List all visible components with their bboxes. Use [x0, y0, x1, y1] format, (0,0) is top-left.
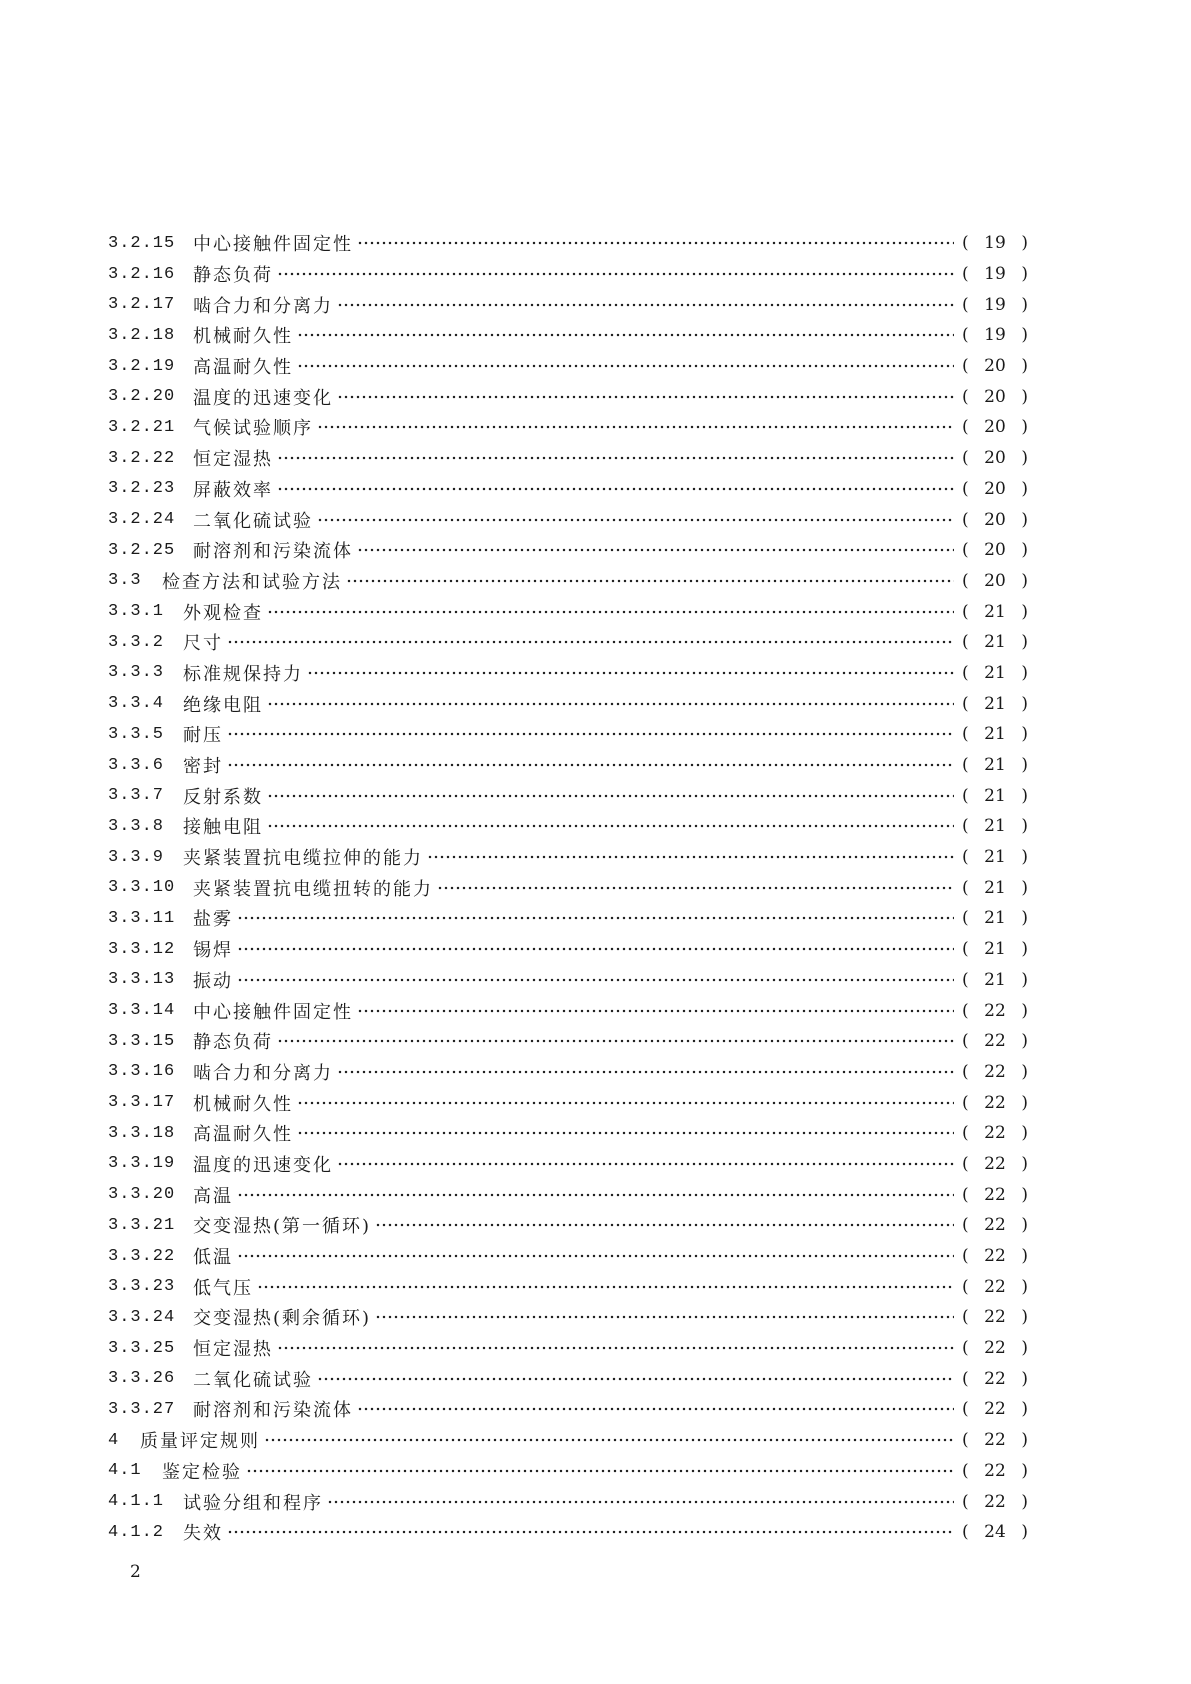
dot-leader [317, 425, 954, 429]
toc-entry[interactable] [108, 811, 1028, 842]
dot-leader [427, 855, 954, 859]
table-of-contents [108, 228, 1028, 1548]
toc-entry[interactable] [108, 289, 1028, 320]
toc-entry-number: 3.3.4 [108, 694, 165, 714]
toc-entry-page: ( 21 ) [962, 877, 1028, 898]
dot-leader [277, 272, 954, 276]
toc-entry-number: 3.3.9 [108, 847, 165, 867]
dot-leader [337, 303, 954, 307]
toc-entry[interactable] [108, 474, 1028, 505]
toc-entry-page: ( 21 ) [962, 693, 1028, 714]
toc-entry-number: 3.3.12 [108, 939, 176, 959]
dot-leader [375, 1315, 954, 1319]
toc-entry[interactable] [108, 903, 1028, 934]
toc-entry-page: ( 20 ) [962, 448, 1028, 469]
toc-entry-title: 机械耐久性 [193, 1093, 293, 1115]
dot-leader [277, 1346, 954, 1350]
toc-entry-page: ( 20 ) [962, 386, 1028, 407]
toc-entry-title: 锡焊 [193, 940, 233, 962]
toc-entry-title: 啮合力和分离力 [193, 1062, 333, 1084]
toc-entry-title: 恒定湿热 [193, 1339, 273, 1361]
dot-leader [227, 640, 954, 644]
toc-entry-number: 3.3.2 [108, 632, 165, 652]
toc-entry-number: 3.3.8 [108, 816, 165, 836]
toc-entry[interactable] [108, 1087, 1028, 1118]
toc-entry-number: 3.3.19 [108, 1154, 176, 1174]
dot-leader [246, 1469, 954, 1473]
toc-entry-number: 3.3.11 [108, 908, 176, 928]
page-number: 2 [130, 1562, 141, 1582]
dot-leader [267, 824, 954, 828]
toc-entry-title: 标准规保持力 [183, 663, 303, 685]
dot-leader [357, 1407, 954, 1411]
dot-leader [337, 1162, 954, 1166]
toc-entry-title: 高温 [193, 1185, 233, 1207]
toc-entry-number: 3.3.15 [108, 1031, 176, 1051]
toc-entry-page: ( 21 ) [962, 969, 1028, 990]
dot-leader [227, 763, 954, 767]
toc-entry-number: 3.3.23 [108, 1277, 176, 1297]
toc-entry-number: 3.3.17 [108, 1093, 176, 1113]
toc-entry-title: 接触电阻 [183, 817, 263, 839]
toc-entry[interactable] [108, 504, 1028, 535]
toc-entry-page: ( 19 ) [962, 233, 1028, 254]
toc-entry-page: ( 20 ) [962, 356, 1028, 377]
toc-entry-number: 4.1 [108, 1461, 142, 1481]
dot-leader [437, 886, 954, 890]
toc-entry-page: ( 22 ) [962, 1061, 1028, 1082]
dot-leader [237, 916, 954, 920]
dot-leader [227, 732, 954, 736]
toc-entry[interactable] [108, 627, 1028, 658]
dot-leader [297, 1101, 954, 1105]
toc-entry-title: 气候试验顺序 [193, 418, 313, 440]
toc-entry-page: ( 22 ) [962, 1000, 1028, 1021]
toc-entry-number: 3.3.22 [108, 1246, 176, 1266]
toc-entry-title: 恒定湿热 [193, 449, 273, 471]
toc-entry[interactable] [108, 995, 1028, 1026]
toc-entry-title: 盐雾 [193, 909, 233, 931]
dot-leader [257, 1285, 954, 1289]
toc-entry-number: 3.3.10 [108, 878, 176, 898]
toc-entry-page: ( 24 ) [962, 1522, 1028, 1543]
toc-entry-page: ( 22 ) [962, 1246, 1028, 1267]
toc-entry[interactable] [108, 1210, 1028, 1241]
toc-entry-title: 质量评定规则 [140, 1431, 260, 1453]
toc-entry[interactable] [108, 1271, 1028, 1302]
dot-leader [297, 1131, 954, 1135]
toc-entry-number: 3.2.23 [108, 479, 176, 499]
toc-entry-page: ( 20 ) [962, 417, 1028, 438]
toc-entry-number: 3.3.3 [108, 663, 165, 683]
toc-entry-page: ( 21 ) [962, 785, 1028, 806]
toc-entry-page: ( 22 ) [962, 1153, 1028, 1174]
toc-entry-number: 3.2.22 [108, 448, 176, 468]
dot-leader [357, 1009, 954, 1013]
toc-entry[interactable] [108, 228, 1028, 259]
toc-entry[interactable] [108, 1456, 1028, 1487]
toc-entry-number: 3.3.27 [108, 1399, 176, 1419]
toc-entry[interactable] [108, 1394, 1028, 1425]
dot-leader [317, 1377, 954, 1381]
toc-entry-number: 4.1.1 [108, 1492, 165, 1512]
toc-entry[interactable] [108, 1118, 1028, 1149]
toc-entry-page: ( 21 ) [962, 632, 1028, 653]
toc-entry-number: 3.3.5 [108, 724, 165, 744]
dot-leader [297, 364, 954, 368]
toc-entry-title: 二氧化硫试验 [193, 510, 313, 532]
toc-entry-title: 高温耐久性 [193, 1124, 293, 1146]
toc-entry-number: 3.3.25 [108, 1338, 176, 1358]
toc-entry[interactable] [108, 719, 1028, 750]
toc-entry-title: 耐溶剂和污染流体 [193, 541, 353, 563]
toc-entry[interactable] [108, 412, 1028, 443]
toc-entry[interactable] [108, 1149, 1028, 1180]
dot-leader [346, 579, 954, 583]
toc-entry[interactable] [108, 842, 1028, 873]
toc-entry-number: 3.2.17 [108, 295, 176, 315]
toc-entry[interactable] [108, 320, 1028, 351]
toc-entry-page: ( 22 ) [962, 1338, 1028, 1359]
toc-entry[interactable] [108, 381, 1028, 412]
toc-entry-page: ( 22 ) [962, 1276, 1028, 1297]
dot-leader [375, 1223, 954, 1227]
toc-entry-title: 温度的迅速变化 [193, 1154, 333, 1176]
toc-entry-page: ( 22 ) [962, 1430, 1028, 1451]
dot-leader [267, 702, 954, 706]
toc-entry-number: 3.3.1 [108, 602, 165, 622]
toc-entry-page: ( 22 ) [962, 1307, 1028, 1328]
dot-leader [307, 671, 954, 675]
toc-entry-page: ( 19 ) [962, 264, 1028, 285]
toc-entry-title: 振动 [193, 970, 233, 992]
toc-entry-number: 3.3.16 [108, 1062, 176, 1082]
toc-entry-title: 静态负荷 [193, 1032, 273, 1054]
dot-leader [337, 1070, 954, 1074]
toc-entry-page: ( 21 ) [962, 601, 1028, 622]
dot-leader [237, 978, 954, 982]
toc-entry-page: ( 22 ) [962, 1491, 1028, 1512]
toc-entry[interactable] [108, 1057, 1028, 1088]
toc-entry-title: 检查方法和试验方法 [162, 571, 342, 593]
toc-entry-page: ( 20 ) [962, 509, 1028, 530]
toc-entry-page: ( 22 ) [962, 1368, 1028, 1389]
dot-leader [297, 333, 954, 337]
toc-entry-title: 温度的迅速变化 [193, 387, 333, 409]
toc-entry[interactable] [108, 259, 1028, 290]
toc-entry-number: 3.2.15 [108, 233, 176, 253]
toc-entry-page: ( 22 ) [962, 1399, 1028, 1420]
toc-entry-page: ( 22 ) [962, 1031, 1028, 1052]
dot-leader [227, 1530, 954, 1534]
toc-entry[interactable] [108, 965, 1028, 996]
toc-entry-title: 耐溶剂和污染流体 [193, 1400, 353, 1422]
toc-entry[interactable] [108, 351, 1028, 382]
dot-leader [264, 1438, 954, 1442]
dot-leader [237, 1254, 954, 1258]
toc-entry[interactable] [108, 750, 1028, 781]
toc-entry-page: ( 21 ) [962, 939, 1028, 960]
toc-entry[interactable] [108, 688, 1028, 719]
toc-entry-title: 低气压 [193, 1277, 253, 1299]
dot-leader [357, 548, 954, 552]
toc-entry-title: 屏蔽效率 [193, 479, 273, 501]
toc-entry-number: 3.3.7 [108, 786, 165, 806]
toc-entry[interactable] [108, 1241, 1028, 1272]
toc-entry-page: ( 22 ) [962, 1092, 1028, 1113]
toc-entry-title: 外观检查 [183, 602, 263, 624]
toc-entry[interactable] [108, 535, 1028, 566]
toc-entry-number: 3.3.26 [108, 1369, 176, 1389]
toc-entry-page: ( 21 ) [962, 908, 1028, 929]
toc-entry-number: 3.3.6 [108, 755, 165, 775]
toc-entry-number: 3.2.16 [108, 264, 176, 284]
dot-leader [237, 1193, 954, 1197]
toc-entry[interactable] [108, 1363, 1028, 1394]
toc-entry-page: ( 21 ) [962, 724, 1028, 745]
toc-entry-title: 绝缘电阻 [183, 694, 263, 716]
toc-entry[interactable] [108, 1333, 1028, 1364]
toc-entry[interactable] [108, 658, 1028, 689]
toc-entry-number: 3.3 [108, 571, 142, 591]
toc-entry-page: ( 19 ) [962, 294, 1028, 315]
toc-entry-number: 3.2.18 [108, 325, 176, 345]
toc-entry-title: 低温 [193, 1247, 233, 1269]
toc-entry-title: 高温耐久性 [193, 357, 293, 379]
toc-entry-page: ( 22 ) [962, 1123, 1028, 1144]
dot-leader [277, 456, 954, 460]
dot-leader [357, 241, 954, 245]
dot-leader [237, 947, 954, 951]
toc-entry-page: ( 22 ) [962, 1184, 1028, 1205]
toc-entry-page: ( 21 ) [962, 755, 1028, 776]
dot-leader [327, 1500, 954, 1504]
toc-entry-number: 3.3.14 [108, 1001, 176, 1021]
dot-leader [317, 518, 954, 522]
toc-entry-number: 3.3.21 [108, 1215, 176, 1235]
toc-entry-title: 机械耐久性 [193, 326, 293, 348]
toc-entry-title: 交变湿热(第一循环) [193, 1216, 372, 1238]
toc-entry[interactable] [108, 596, 1028, 627]
toc-entry-title: 失效 [183, 1523, 223, 1545]
toc-entry-number: 3.3.20 [108, 1185, 176, 1205]
toc-entry-number: 3.3.13 [108, 970, 176, 990]
toc-entry-title: 交变湿热(剩余循环) [193, 1308, 372, 1330]
toc-entry-number: 3.3.24 [108, 1307, 176, 1327]
toc-entry[interactable] [108, 780, 1028, 811]
toc-entry[interactable] [108, 1179, 1028, 1210]
toc-entry-page: ( 20 ) [962, 540, 1028, 561]
toc-entry-page: ( 20 ) [962, 570, 1028, 591]
toc-entry-title: 中心接触件固定性 [193, 1001, 353, 1023]
toc-entry-number: 3.2.20 [108, 387, 176, 407]
toc-entry-title: 静态负荷 [193, 265, 273, 287]
dot-leader [337, 395, 954, 399]
toc-entry[interactable] [108, 1486, 1028, 1517]
toc-entry[interactable] [108, 1026, 1028, 1057]
toc-entry[interactable] [108, 1425, 1028, 1456]
toc-entry-number: 3.2.25 [108, 540, 176, 560]
toc-entry-title: 反射系数 [183, 786, 263, 808]
toc-entry-page: ( 21 ) [962, 847, 1028, 868]
toc-entry-page: ( 22 ) [962, 1460, 1028, 1481]
dot-leader [267, 794, 954, 798]
toc-entry-title: 耐压 [183, 725, 223, 747]
toc-entry-title: 夹紧装置抗电缆拉伸的能力 [183, 848, 423, 870]
toc-entry-title: 密封 [183, 756, 223, 778]
toc-entry-title: 二氧化硫试验 [193, 1369, 313, 1391]
dot-leader [267, 610, 954, 614]
toc-entry[interactable] [108, 566, 1028, 597]
toc-entry-title: 尺寸 [183, 633, 223, 655]
toc-entry-title: 夹紧装置抗电缆扭转的能力 [193, 878, 433, 900]
toc-entry-number: 3.2.21 [108, 417, 176, 437]
toc-entry-page: ( 21 ) [962, 662, 1028, 683]
toc-entry[interactable] [108, 443, 1028, 474]
dot-leader [277, 1039, 954, 1043]
toc-entry[interactable] [108, 872, 1028, 903]
toc-entry-number: 3.3.18 [108, 1123, 176, 1143]
toc-entry-title: 啮合力和分离力 [193, 295, 333, 317]
dot-leader [277, 487, 954, 491]
toc-entry-page: ( 19 ) [962, 325, 1028, 346]
toc-entry-page: ( 22 ) [962, 1215, 1028, 1236]
toc-entry-title: 试验分组和程序 [183, 1492, 323, 1514]
toc-entry[interactable] [108, 1517, 1028, 1548]
toc-entry-title: 中心接触件固定性 [193, 234, 353, 256]
toc-entry[interactable] [108, 1302, 1028, 1333]
toc-entry-title: 鉴定检验 [162, 1461, 242, 1483]
toc-entry-number: 3.2.24 [108, 510, 176, 530]
toc-entry-number: 4 [108, 1430, 120, 1450]
toc-entry-page: ( 20 ) [962, 478, 1028, 499]
toc-entry-page: ( 21 ) [962, 816, 1028, 837]
toc-entry[interactable] [108, 934, 1028, 965]
toc-entry-number: 4.1.2 [108, 1522, 165, 1542]
toc-entry-number: 3.2.19 [108, 356, 176, 376]
